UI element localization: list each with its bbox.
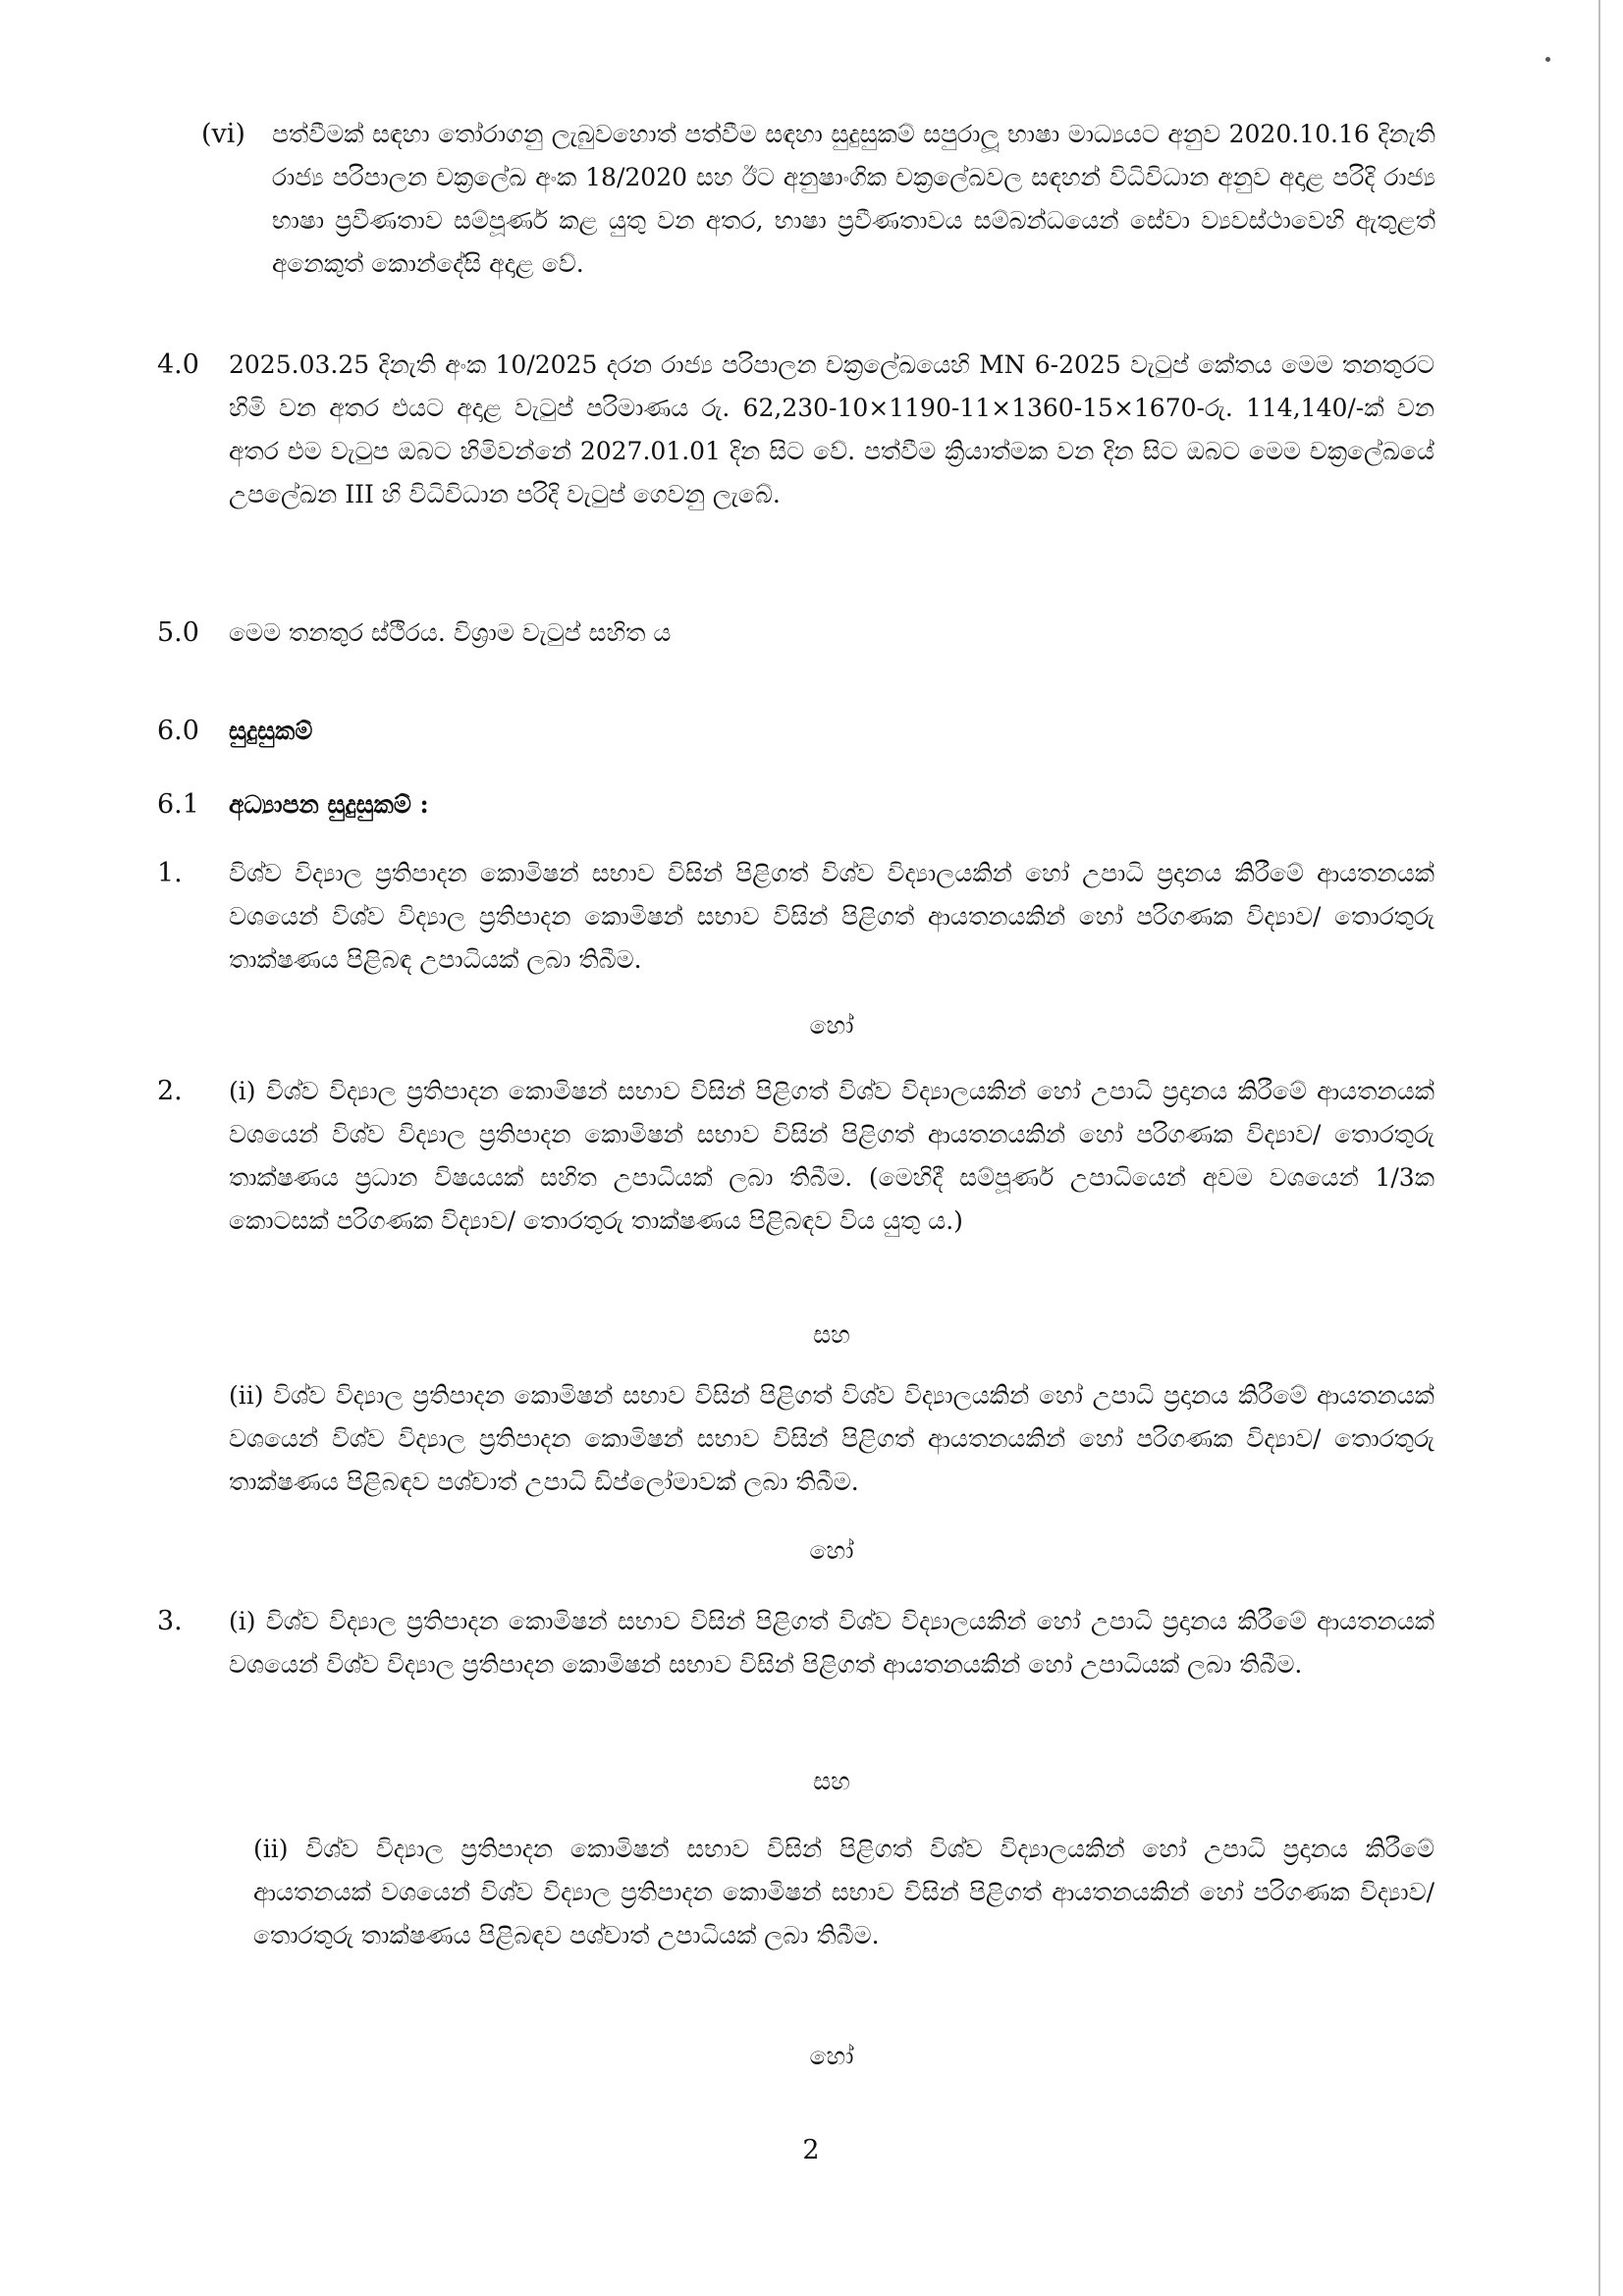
section-4-text: 2025.03.25 දිනැති අංක 10/2025 දරන රාජ්‍ය පරිපාලන චක්‍රලේඛයෙහි MN 6-2025 වැටුප් කේතය මෙම තනතුරට හිමි වන අතර එයට අදාළ වැටුප් පරිමාණය රු. 62,230-10×1190-11×1360-15×1670-රු. 114,140/-ක් වන අතර එම වැටුප ඔබට හිමිවන්නේ 2027.01.01 දින සිට වේ. පත්වීම ක්‍රියාත්මක වන දින සිට ඔබට මෙම චක්‍රලේඛයේ උපලේඛන III හි විධිවිධාන පරිදි වැටුප් ගෙවනු ලැබේ. bbox=[229, 350, 1434, 508]
qualification-3-number: 3. bbox=[157, 1606, 183, 1636]
section-6-title: සුදුසුකම් bbox=[229, 717, 313, 745]
scan-edge-line bbox=[1598, 0, 1600, 2296]
section-6-1-title: අධ්‍යාපන සුදුසුකම් : bbox=[229, 790, 429, 819]
or-separator: හෝ bbox=[809, 1011, 854, 1040]
qualification-2-part-ii: (ii) විශ්ව විද්‍යාල ප්‍රතිපාදන කොමිෂන් සභාව විසින් පිළිගත් විශ්ව විද්‍යාලයකින් හෝ උපාධි ප්‍රදානය කිරීමේ ආයතනයක් වශයෙන් විශ්ව විද්‍යාල ප්‍රතිපාදන කොමිෂන් සභාව විසින් පිළිගත් ආයතනයකින් හෝ පරිගණක විද්‍යාව/ තොරතුරු තාක්ෂණය පිළිබඳව පශ්චාත් උපාධි ඩිප්ලෝමාවක් ලබා තිබීම. bbox=[229, 1381, 1434, 1496]
section-6-number: 6.0 bbox=[157, 716, 199, 746]
section-4-number: 4.0 bbox=[157, 349, 199, 380]
qualification-3-part-ii: (ii) විශ්ව විද්‍යාල ප්‍රතිපාදන කොමිෂන් සභාව විසින් පිළිගත් විශ්ව විද්‍යාලයකින් හෝ උපාධි ප්‍රදානය කිරීමේ ආයතනයක් වශයෙන් විශ්ව විද්‍යාල ප්‍රතිපාදන කොමිෂන් සභාව විසින් පිළිගත් ආයතනයකින් හෝ පරිගණක විද්‍යාව/ තොරතුරු තාක්ෂණය පිළිබඳව පශ්චාත් උපාධියක් ලබා තිබීම. bbox=[253, 1835, 1434, 1949]
or-separator: හෝ bbox=[809, 1536, 854, 1565]
section-5-number: 5.0 bbox=[157, 617, 199, 648]
qualification-1-text: විශ්ව විද්‍යාල ප්‍රතිපාදන කොමිෂන් සභාව විසින් පිළිගත් විශ්ව විද්‍යාලයකින් හෝ උපාධි ප්‍රදානය කිරීමේ ආයතනයක් වශයෙන් විශ්ව විද්‍යාල ප්‍රතිපාදන කොමිෂන් සභාව විසින් පිළිගත් ආයතනයකින් හෝ පරිගණක විද්‍යාව/ තොරතුරු තාක්ෂණය පිළිබඳ උපාධියක් ලබා තිබීම. bbox=[229, 859, 1434, 974]
item-vi-text: පත්වීමක් සඳහා තෝරාගනු ලැබුවහොත් පත්වීම සඳහා සුදුසුකම් සපුරාලූ භාෂා මාධ්‍යයට අනුව 2020.10.16 දිනැති රාජ්‍ය පරිපාලන චක්‍රලේඛ අංක 18/2020 සහ ඊට අනුෂාංගික චක්‍රලේඛවල සඳහන් විධිවිධාන අනුව අදාළ පරිදි රාජ්‍ය භාෂා ප්‍රවීණතාව සම්පූර්ණ කළ යුතු වන අතර, භාෂා ප්‍රවීණතාවය සම්බන්ධයෙන් සේවා ව්‍යවස්ථාවෙහි ඇතුළත් අනෙකුත් කොන්දේසි අදාළ වේ. bbox=[272, 120, 1435, 278]
section-5-text: මෙම තනතුර ස්ථිරය. විශ්‍රාම වැටුප් සහිත ය bbox=[229, 618, 672, 647]
qualification-1-number: 1. bbox=[157, 858, 183, 888]
item-vi-label: (vi) bbox=[201, 119, 245, 149]
and-separator: සහ bbox=[813, 1767, 850, 1795]
section-6-1-number: 6.1 bbox=[157, 789, 199, 820]
scan-speck bbox=[1545, 57, 1550, 62]
qualification-2-number: 2. bbox=[157, 1076, 183, 1106]
page-number: 2 bbox=[802, 2135, 820, 2165]
qualification-2-part-i: (i) විශ්ව විද්‍යාල ප්‍රතිපාදන කොමිෂන් සභාව විසින් පිළිගත් විශ්ව විද්‍යාලයකින් හෝ උපාධි ප්‍රදානය කිරීමේ ආයතනයක් වශයෙන් විශ්ව විද්‍යාල ප්‍රතිපාදන කොමිෂන් සභාව විසින් පිළිගත් ආයතනයකින් හෝ පරිගණක විද්‍යාව/ තොරතුරු තාක්ෂණය ප්‍රධාන විෂයයක් සහිත උපාධියක් ලබා තිබීම. (මෙහිදී සම්පූර්ණ උපාධියෙන් අවම වශයෙන් 1/3ක කොටසක් පරිගණක විද්‍යාව/ තොරතුරු තාක්ෂණය පිළිබඳව විය යුතු ය.) bbox=[229, 1077, 1434, 1235]
qualification-3-part-i: (i) විශ්ව විද්‍යාල ප්‍රතිපාදන කොමිෂන් සභාව විසින් පිළිගත් විශ්ව විද්‍යාලයකින් හෝ උපාධි ප්‍රදානය කිරීමේ ආයතනයක් වශයෙන් විශ්ව විද්‍යාල ප්‍රතිපාදන කොමිෂන් සභාව විසින් පිළිගත් ආයතනයකින් හෝ උපාධියක් ලබා තිබීම. bbox=[229, 1607, 1434, 1679]
and-separator: සහ bbox=[813, 1320, 850, 1349]
or-separator: හෝ bbox=[809, 2042, 854, 2070]
